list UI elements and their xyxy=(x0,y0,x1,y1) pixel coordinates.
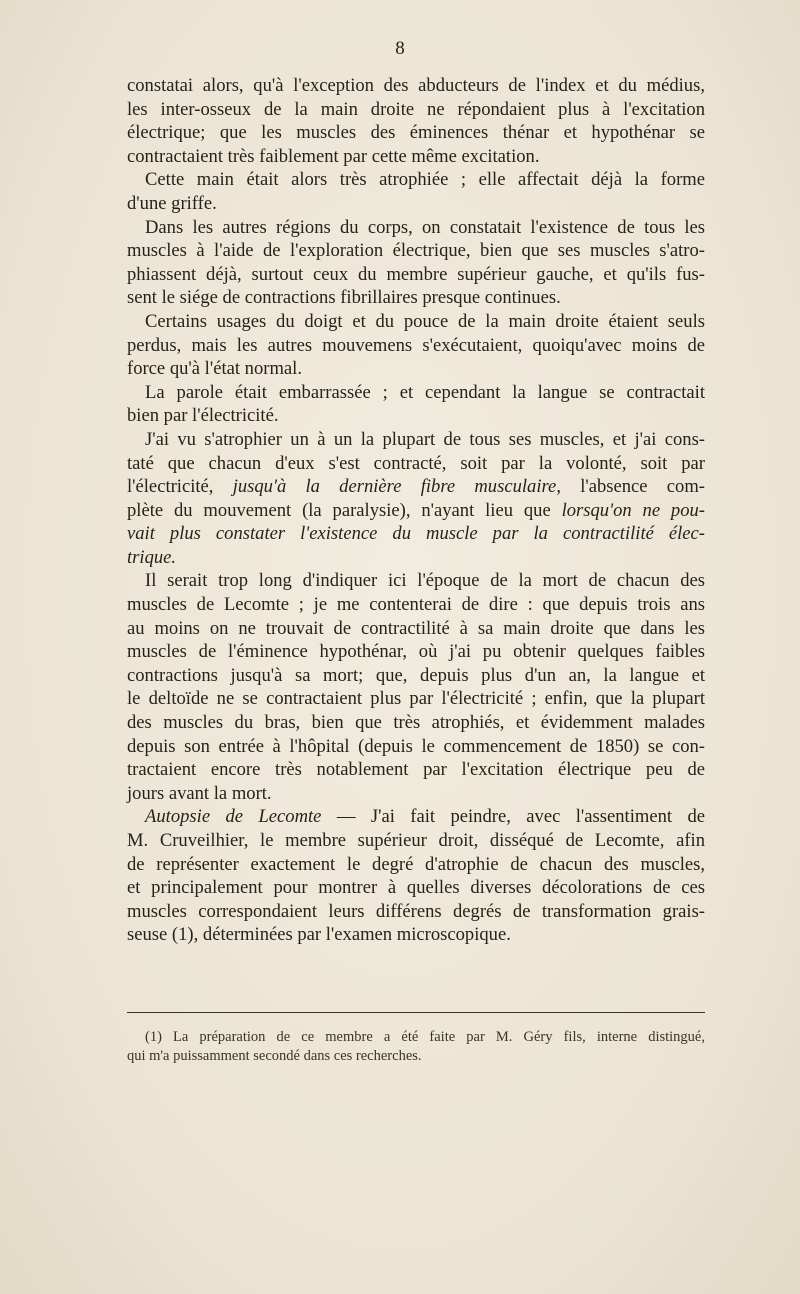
text-line xyxy=(127,876,705,900)
text-line xyxy=(127,239,705,263)
text-run: sent le siége de contractions fibrillaires presque continues. xyxy=(127,287,561,309)
text-line xyxy=(127,145,705,169)
text-run: seuse (1), déterminées par l'examen microscopique. xyxy=(127,924,511,946)
text-line xyxy=(127,687,705,711)
text-run: Certains usages du doigt et du pouce de la main droite étaient seuls xyxy=(145,310,705,332)
text-run: muscles à l'aide de l'exploration électrique, bien que ses muscles s'atro- xyxy=(127,240,705,262)
text-line xyxy=(127,711,705,735)
text-line xyxy=(127,404,705,428)
text-line xyxy=(127,617,705,641)
text-line xyxy=(127,758,705,782)
text-line xyxy=(127,475,705,499)
text-run: depuis son entrée à l'hôpital (depuis le commencement de 1850) se con- xyxy=(127,735,705,757)
text-run: muscles de Lecomte ; je me contenterai de dire : que depuis trois ans xyxy=(127,594,705,616)
page-number: 8 xyxy=(395,38,405,59)
text-run: au moins on ne trouvait de contractilité à sa main droite que dans les xyxy=(127,617,705,639)
text-run: de représenter exactement le degré d'atrophie de chacun des muscles, xyxy=(127,853,705,875)
text-run: Dans les autres régions du corps, on constatait l'existence de tous les xyxy=(145,216,705,238)
text-run: jours avant la mort. xyxy=(127,782,272,804)
text-run: phiassent déjà, surtout ceux du membre supérieur gauche, et qu'ils fus- xyxy=(127,263,705,285)
text-run: bien par l'électricité. xyxy=(127,405,279,427)
text-run: Il serait trop long d'indiquer ici l'époque de la mort de chacun des xyxy=(145,570,705,592)
footnote-line xyxy=(127,1028,705,1047)
text-run: constatai alors, qu'à l'exception des abducteurs de l'index et du médius, xyxy=(127,75,705,96)
text-line xyxy=(127,263,705,287)
text-line xyxy=(127,805,705,829)
text-run: tractaient encore très notablement par l'excitation électrique peu de xyxy=(127,759,705,781)
text-run: — J'ai fait peindre, avec l'assentiment de xyxy=(321,806,705,828)
text-line xyxy=(127,522,705,546)
italic-text: vait plus constater l'existence du muscle par la contractilité élec- xyxy=(127,523,705,545)
text-run: La parole était embarrassée ; et cependant la langue se contractait xyxy=(145,381,705,403)
text-line xyxy=(127,664,705,688)
text-line xyxy=(127,853,705,877)
text-line xyxy=(127,593,705,617)
italic-text: jusqu'à la dernière fibre musculaire xyxy=(232,476,557,498)
text-run: perdus, mais les autres mouvemens s'exécutaient, quoiqu'avec moins de xyxy=(127,334,705,356)
text-run: muscles de l'éminence hypothénar, où j'ai pu obtenir quelques faibles xyxy=(127,641,705,663)
body-text xyxy=(127,74,705,947)
text-line xyxy=(127,74,705,98)
text-line xyxy=(127,546,705,570)
text-run: taté que chacun d'eux s'est contracté, soit par la volonté, soit par xyxy=(127,452,705,474)
text-run: les inter-osseux de la main droite ne répondaient plus à l'excitation xyxy=(127,98,705,120)
text-run: électrique; que les muscles des éminences thénar et hypothénar se xyxy=(127,122,705,144)
text-run: contractaient très faiblement par cette même excitation. xyxy=(127,145,540,167)
text-run: l'électricité, xyxy=(127,476,233,498)
text-line xyxy=(127,216,705,240)
text-line xyxy=(127,334,705,358)
text-line xyxy=(127,310,705,334)
text-line xyxy=(127,428,705,452)
text-line xyxy=(127,923,705,947)
text-run: et principalement pour montrer à quelles diverses décolorations de ces xyxy=(127,877,705,899)
italic-text: trique. xyxy=(127,546,177,568)
text-run: Cette main était alors très atrophiée ; elle affectait déjà la forme xyxy=(145,169,705,191)
text-line xyxy=(127,829,705,853)
text-line xyxy=(127,640,705,664)
text-run: J'ai vu s'atrophier un à un la plupart de tous ses muscles, et j'ai cons- xyxy=(145,428,705,450)
text-line xyxy=(127,168,705,192)
text-line xyxy=(127,735,705,759)
text-line xyxy=(127,192,705,216)
text-run: M. Cruveilhier, le membre supérieur droit, disséqué de Lecomte, afin xyxy=(127,830,705,851)
text-line xyxy=(127,900,705,924)
footnote-line xyxy=(127,1047,705,1066)
text-run: le deltoïde ne se contractaient plus par l'électricité ; enfin, que la plupart xyxy=(127,688,705,710)
text-line xyxy=(127,452,705,476)
text-run: qui m'a puissamment secondé dans ces recherches. xyxy=(127,1048,422,1064)
text-run: d'une griffe. xyxy=(127,192,217,214)
italic-text: lorsqu'on ne pou- xyxy=(561,499,706,521)
text-run: , l'absence com- xyxy=(556,476,705,498)
footnote-rule xyxy=(127,1012,705,1013)
text-line xyxy=(127,381,705,405)
text-line xyxy=(127,98,705,122)
text-line xyxy=(127,121,705,145)
text-run: (1) La préparation de ce membre a été faite par M. Géry fils, interne distingué, xyxy=(145,1029,705,1045)
text-line xyxy=(127,286,705,310)
text-run: des muscles du bras, bien que très atrophiés, et évidemment malades xyxy=(127,712,705,734)
text-line xyxy=(127,782,705,806)
text-run: force qu'à l'état normal. xyxy=(127,358,302,380)
text-run: plète du mouvement (la paralysie), n'ayant lieu que xyxy=(127,499,562,521)
footnote xyxy=(127,1028,705,1066)
italic-text: Autopsie de Lecomte xyxy=(145,806,322,828)
text-run: muscles correspondaient leurs différens degrés de transformation grais- xyxy=(127,900,705,922)
text-line xyxy=(127,569,705,593)
text-line xyxy=(127,357,705,381)
text-line xyxy=(127,499,705,523)
text-run: contractions jusqu'à sa mort; que, depuis plus d'un an, la langue et xyxy=(127,664,705,686)
